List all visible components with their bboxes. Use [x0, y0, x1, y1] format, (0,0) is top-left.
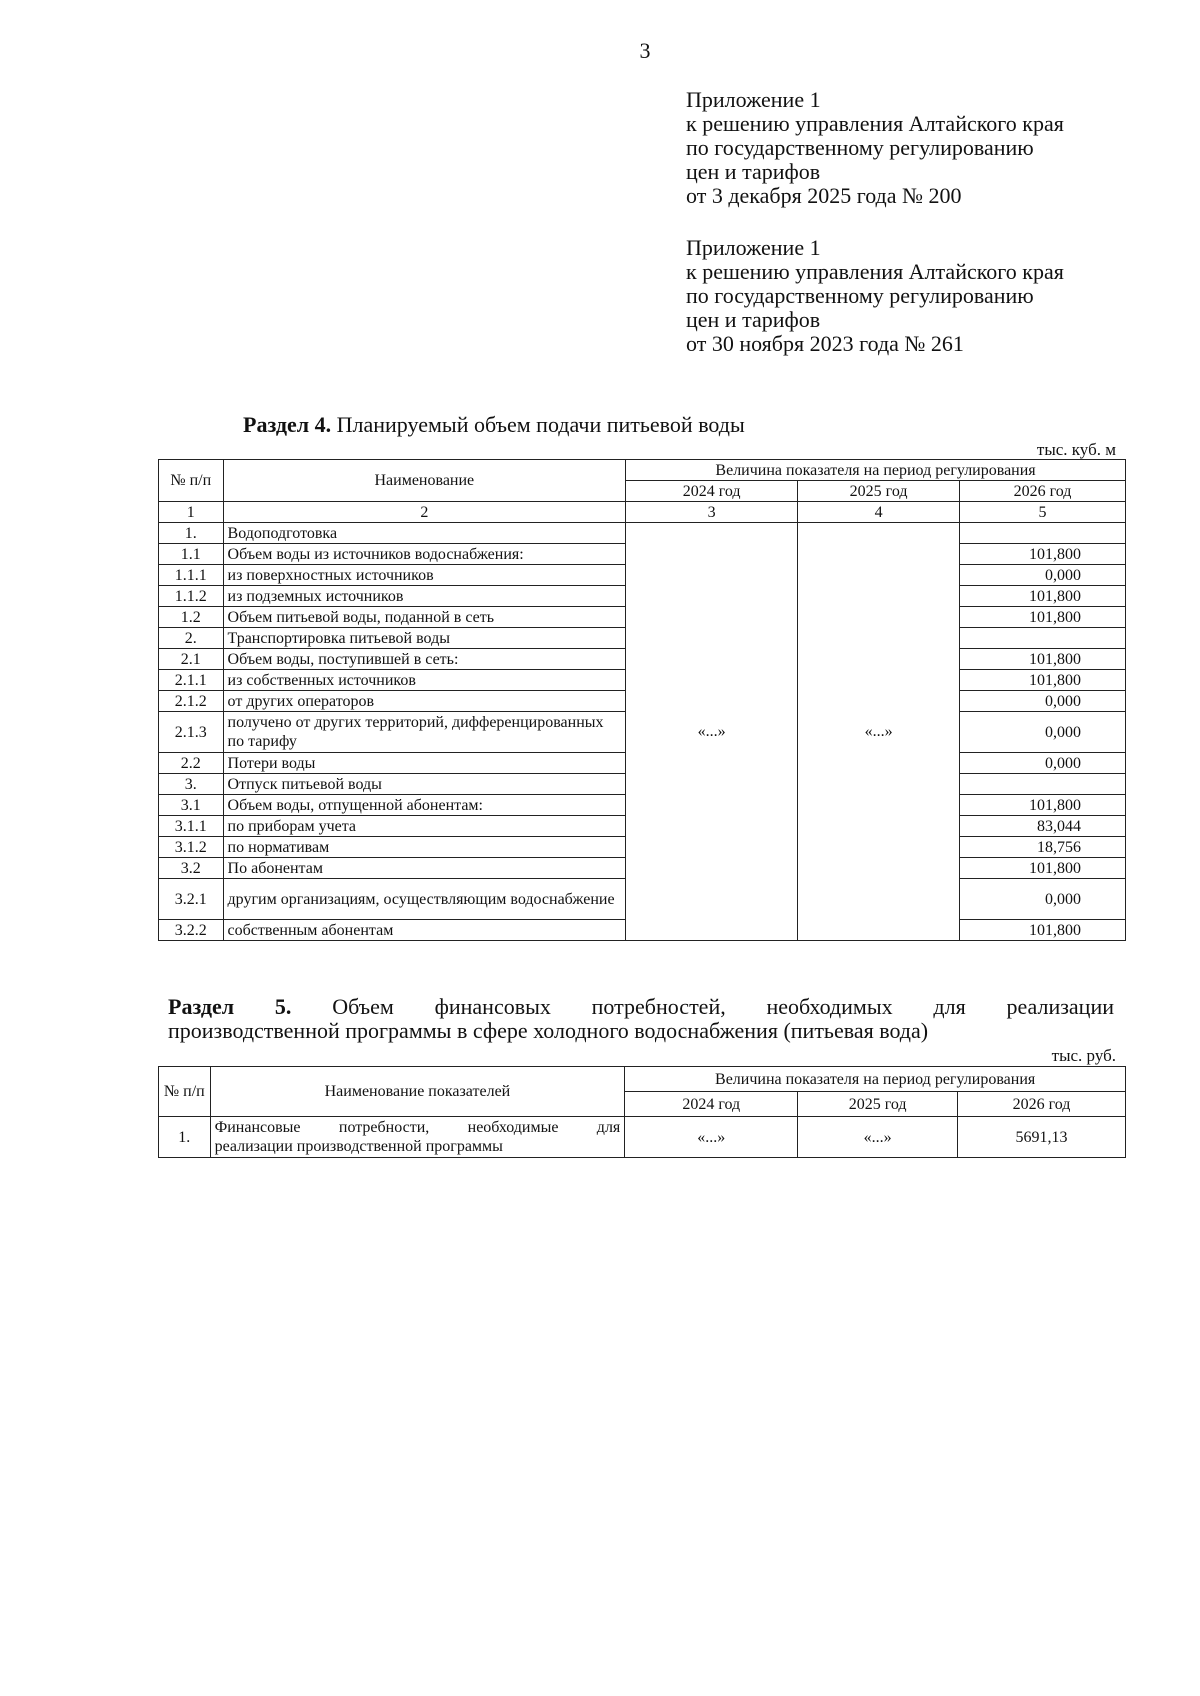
- section4-table: [158, 459, 1126, 941]
- section4-title-text: Планируемый объем подачи питьевой воды: [331, 412, 745, 437]
- row-name: Потери воды: [223, 753, 626, 774]
- value-2024: «...»: [625, 1117, 798, 1158]
- section5-title-line1: Объем финансовых потребностей, необходимых для реализации: [291, 994, 1114, 1019]
- section4-title: [243, 412, 745, 438]
- appendix-line: от 3 декабря 2025 года № 200: [686, 183, 962, 208]
- appendix-line: по государственному регулированию: [686, 135, 1034, 160]
- value-2026: 0,000: [960, 712, 1126, 753]
- row-name: Отпуск питьевой воды: [223, 774, 626, 795]
- row-num: 2.2: [159, 753, 224, 774]
- section5-title: [168, 995, 1114, 1043]
- row-num: 1.1: [159, 544, 224, 565]
- value-2026: 101,800: [960, 858, 1126, 879]
- appendix-line: от 30 ноября 2023 года № 261: [686, 331, 964, 356]
- row-num: 3.1: [159, 795, 224, 816]
- value-2026: 101,800: [960, 586, 1126, 607]
- row-name: Объем воды из источников водоснабжения:: [223, 544, 626, 565]
- col-index: 2: [223, 502, 626, 523]
- header-period: Величина показателя на период регулирования: [626, 460, 1126, 481]
- row-name: по нормативам: [223, 837, 626, 858]
- value-2026: 0,000: [960, 879, 1126, 920]
- value-2026: 0,000: [960, 565, 1126, 586]
- row-num: 2.: [159, 628, 224, 649]
- header-period: Величина показателя на период регулирования: [625, 1067, 1126, 1092]
- appendix-line: по государственному регулированию: [686, 283, 1034, 308]
- value-2025: «...»: [798, 523, 960, 941]
- header-name: Наименование показателей: [210, 1067, 625, 1117]
- table-row: [159, 523, 1126, 544]
- header-2025: 2025 год: [798, 1092, 958, 1117]
- row-num: 3.: [159, 774, 224, 795]
- appendix-line: к решению управления Алтайского края: [686, 259, 1064, 284]
- value-2025: «...»: [798, 1117, 958, 1158]
- value-2026: 0,000: [960, 753, 1126, 774]
- row-name-line2: реализации производственной программы: [214, 1138, 503, 1155]
- section5-table: [158, 1066, 1126, 1158]
- col-index: 1: [159, 502, 224, 523]
- row-num: 2.1.3: [159, 712, 224, 753]
- row-num: 1.: [159, 523, 224, 544]
- row-name-line1: Финансовые потребности, необходимые для: [214, 1119, 621, 1136]
- row-name: получено от других территорий, дифференцированных по тарифу: [223, 712, 626, 753]
- row-num: 3.2.2: [159, 920, 224, 941]
- appendix-line: Приложение 1: [686, 87, 821, 112]
- row-num: 2.1: [159, 649, 224, 670]
- header-2026: 2026 год: [960, 481, 1126, 502]
- appendix-line: цен и тарифов: [686, 307, 821, 332]
- section4-unit: тыс. куб. м: [1036, 440, 1116, 459]
- row-name: Объем воды, поступившей в сеть:: [223, 649, 626, 670]
- appendix-line: Приложение 1: [686, 235, 821, 260]
- header-2024: 2024 год: [625, 1092, 798, 1117]
- row-num: 3.1.2: [159, 837, 224, 858]
- col-index: 5: [960, 502, 1126, 523]
- header-name: Наименование: [223, 460, 626, 502]
- value-2026: 5691,13: [958, 1117, 1126, 1158]
- section4-title-bold: Раздел 4.: [243, 412, 332, 437]
- header-2024: 2024 год: [626, 481, 798, 502]
- header-2026: 2026 год: [958, 1092, 1126, 1117]
- row-name: Водоподготовка: [223, 523, 626, 544]
- appendix-line: цен и тарифов: [686, 159, 821, 184]
- value-2026: 101,800: [960, 649, 1126, 670]
- row-name: Объем воды, отпущенной абонентам:: [223, 795, 626, 816]
- header-num: № п/п: [159, 460, 224, 502]
- row-name: собственным абонентам: [223, 920, 626, 941]
- row-name: другим организациям, осуществляющим водоснабжение: [223, 879, 626, 920]
- value-2026: 0,000: [960, 691, 1126, 712]
- appendix-current: [686, 88, 1064, 208]
- section5-title-line2: производственной программы в сфере холодного водоснабжения (питьевая вода): [168, 1018, 929, 1043]
- header-num: № п/п: [159, 1067, 211, 1117]
- row-num: 2.1.2: [159, 691, 224, 712]
- appendix-previous: [686, 236, 1064, 356]
- row-name: По абонентам: [223, 858, 626, 879]
- value-2024: «...»: [626, 523, 798, 941]
- value-2026: [960, 523, 1126, 544]
- row-name: по приборам учета: [223, 816, 626, 837]
- value-2026: 18,756: [960, 837, 1126, 858]
- row-name: из подземных источников: [223, 586, 626, 607]
- appendix-line: к решению управления Алтайского края: [686, 111, 1064, 136]
- row-name: Транспортировка питьевой воды: [223, 628, 626, 649]
- row-name: [210, 1117, 625, 1158]
- row-num: 1.1.1: [159, 565, 224, 586]
- row-name: из собственных источников: [223, 670, 626, 691]
- value-2026: 83,044: [960, 816, 1126, 837]
- col-index: 3: [626, 502, 798, 523]
- section5-title-bold: Раздел 5.: [168, 994, 292, 1019]
- row-name: Объем питьевой воды, поданной в сеть: [223, 607, 626, 628]
- row-num: 3.2: [159, 858, 224, 879]
- value-2026: 101,800: [960, 607, 1126, 628]
- row-num: 1.2: [159, 607, 224, 628]
- col-index: 4: [798, 502, 960, 523]
- value-2026: 101,800: [960, 670, 1126, 691]
- page-number: 3: [639, 38, 651, 63]
- value-2026: [960, 628, 1126, 649]
- value-2026: 101,800: [960, 795, 1126, 816]
- section5-unit: тыс. руб.: [1051, 1046, 1116, 1065]
- row-num: 3.2.1: [159, 879, 224, 920]
- row-num: 1.1.2: [159, 586, 224, 607]
- row-num: 1.: [159, 1117, 211, 1158]
- header-2025: 2025 год: [798, 481, 960, 502]
- row-name: из поверхностных источников: [223, 565, 626, 586]
- value-2026: 101,800: [960, 920, 1126, 941]
- row-num: 2.1.1: [159, 670, 224, 691]
- value-2026: [960, 774, 1126, 795]
- row-num: 3.1.1: [159, 816, 224, 837]
- row-name: от других операторов: [223, 691, 626, 712]
- value-2026: 101,800: [960, 544, 1126, 565]
